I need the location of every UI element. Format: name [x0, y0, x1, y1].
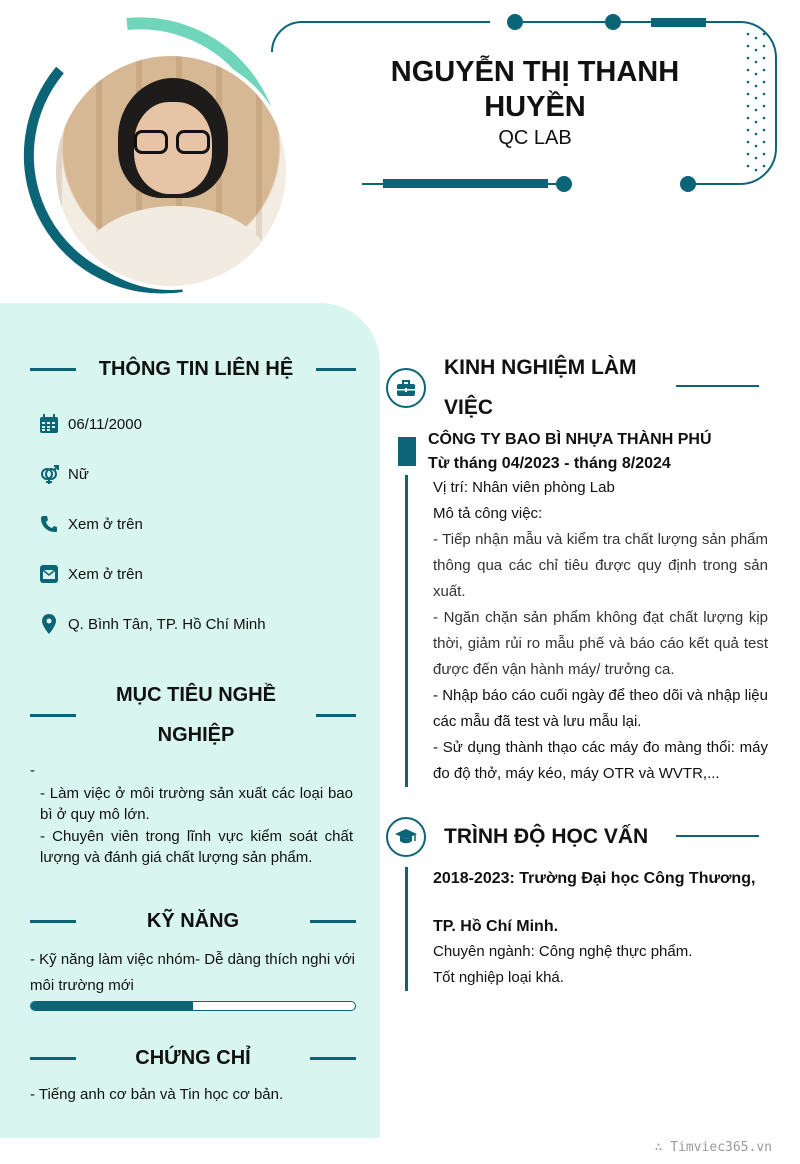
- experience-timeline: [405, 475, 408, 787]
- graduation-cap-icon: [386, 817, 426, 857]
- experience-marker: [398, 437, 416, 466]
- education-title: TRÌNH ĐỘ HỌC VẤN: [444, 825, 649, 848]
- contact-gender: [38, 463, 89, 485]
- gender-text: Nữ: [68, 465, 89, 483]
- phone-icon: [38, 513, 60, 535]
- profile-photo: [52, 52, 290, 290]
- company-name: CÔNG TY BAO BÌ NHỰA THÀNH PHÚ: [428, 431, 712, 448]
- duty-3: - Nhập báo cáo cuối ngày để theo dõi và nhập liệu các mẫu đã test và lưu mẫu lại.: [433, 687, 768, 730]
- position-text: Vị trí: Nhân viên phòng Lab: [433, 479, 615, 496]
- gender-icon: [38, 463, 60, 485]
- calendar-icon: [38, 413, 60, 435]
- education-section-header: [386, 817, 648, 857]
- footer-watermark: ∴ Timviec365.vn: [654, 1140, 772, 1155]
- experience-title: KINH NGHIỆM LÀM VIỆC: [444, 356, 637, 419]
- objective-line-2: - Chuyên viên trong lĩnh vực kiểm soát chất lượng và đánh giá chất lượng sản phẩm.: [40, 828, 353, 866]
- work-period: Từ tháng 04/2023 - tháng 8/2024: [428, 455, 671, 472]
- certificates-section-header: [30, 1038, 356, 1078]
- duty-1: - Tiếp nhận mẫu và kiểm tra chất lượng sản phẩm thông qua các chỉ tiêu được quy định trong sản xuất.: [433, 531, 768, 600]
- job-desc-label: Mô tả công việc:: [433, 505, 543, 522]
- skills-section-header: [30, 901, 356, 941]
- contact-title: THÔNG TIN LIÊN HỆ: [98, 358, 294, 380]
- duty-4: - Sử dụng thành thạo các máy đo màng thổi: máy đo độ thở, máy kéo, máy OTR và WVTR,...: [433, 739, 768, 782]
- objective-section-header: [30, 675, 356, 755]
- skill-level-bar: [30, 1001, 356, 1011]
- birthday-text: 06/11/2000: [68, 415, 142, 433]
- header-name-block: [370, 55, 700, 150]
- skills-text: - Kỹ năng làm việc nhóm- Dễ dàng thích nghi với môi trường mới: [30, 951, 355, 994]
- school-line-1: 2018-2023: Trường Đại học Công Thương,: [433, 870, 756, 887]
- phone-text: Xem ở trên: [68, 515, 143, 533]
- address-text: Q. Bình Tân, TP. Hồ Chí Minh: [68, 615, 266, 633]
- profile-photo-frame: [18, 18, 296, 296]
- duty-2: - Ngăn chặn sản phẩm không đạt chất lượng kịp thời, giảm rủi ro mẫu phế và báo cáo kết quả test được đến vận hành máy/ trưởng ca.: [433, 609, 768, 678]
- experience-section-header: [386, 348, 664, 428]
- contact-address: [38, 613, 266, 635]
- experience-title-line: [676, 385, 759, 387]
- certificates-title: CHỨNG CHỈ: [135, 1047, 251, 1069]
- contact-phone: [38, 513, 143, 535]
- objective-dash: -: [30, 762, 35, 779]
- email-icon: [38, 563, 60, 585]
- email-text: Xem ở trên: [68, 565, 143, 583]
- contact-birthday: [38, 413, 142, 435]
- education-timeline: [405, 867, 408, 991]
- grade-text: Tốt nghiệp loại khá.: [433, 969, 564, 986]
- candidate-role: QC LAB: [498, 127, 572, 149]
- skills-title: KỸ NĂNG: [146, 910, 240, 932]
- skill-level-fill: [31, 1002, 193, 1010]
- education-title-line: [676, 835, 759, 837]
- contact-section-header: [30, 349, 356, 389]
- briefcase-icon: [386, 368, 426, 408]
- candidate-name: NGUYỄN THỊ THANH HUYỀN: [390, 56, 680, 123]
- objective-line-1: - Làm việc ở môi trường sản xuất các loại bao bì ở quy mô lớn.: [40, 785, 353, 823]
- major-text: Chuyên ngành: Công nghệ thực phẩm.: [433, 943, 693, 960]
- objective-title: MỤC TIÊU NGHỀ NGHIỆP: [116, 684, 276, 746]
- location-pin-icon: [38, 613, 60, 635]
- school-line-2: TP. Hồ Chí Minh.: [433, 918, 559, 935]
- contact-email: [38, 563, 143, 585]
- certificates-text: - Tiếng anh cơ bản và Tin học cơ bản.: [30, 1086, 284, 1103]
